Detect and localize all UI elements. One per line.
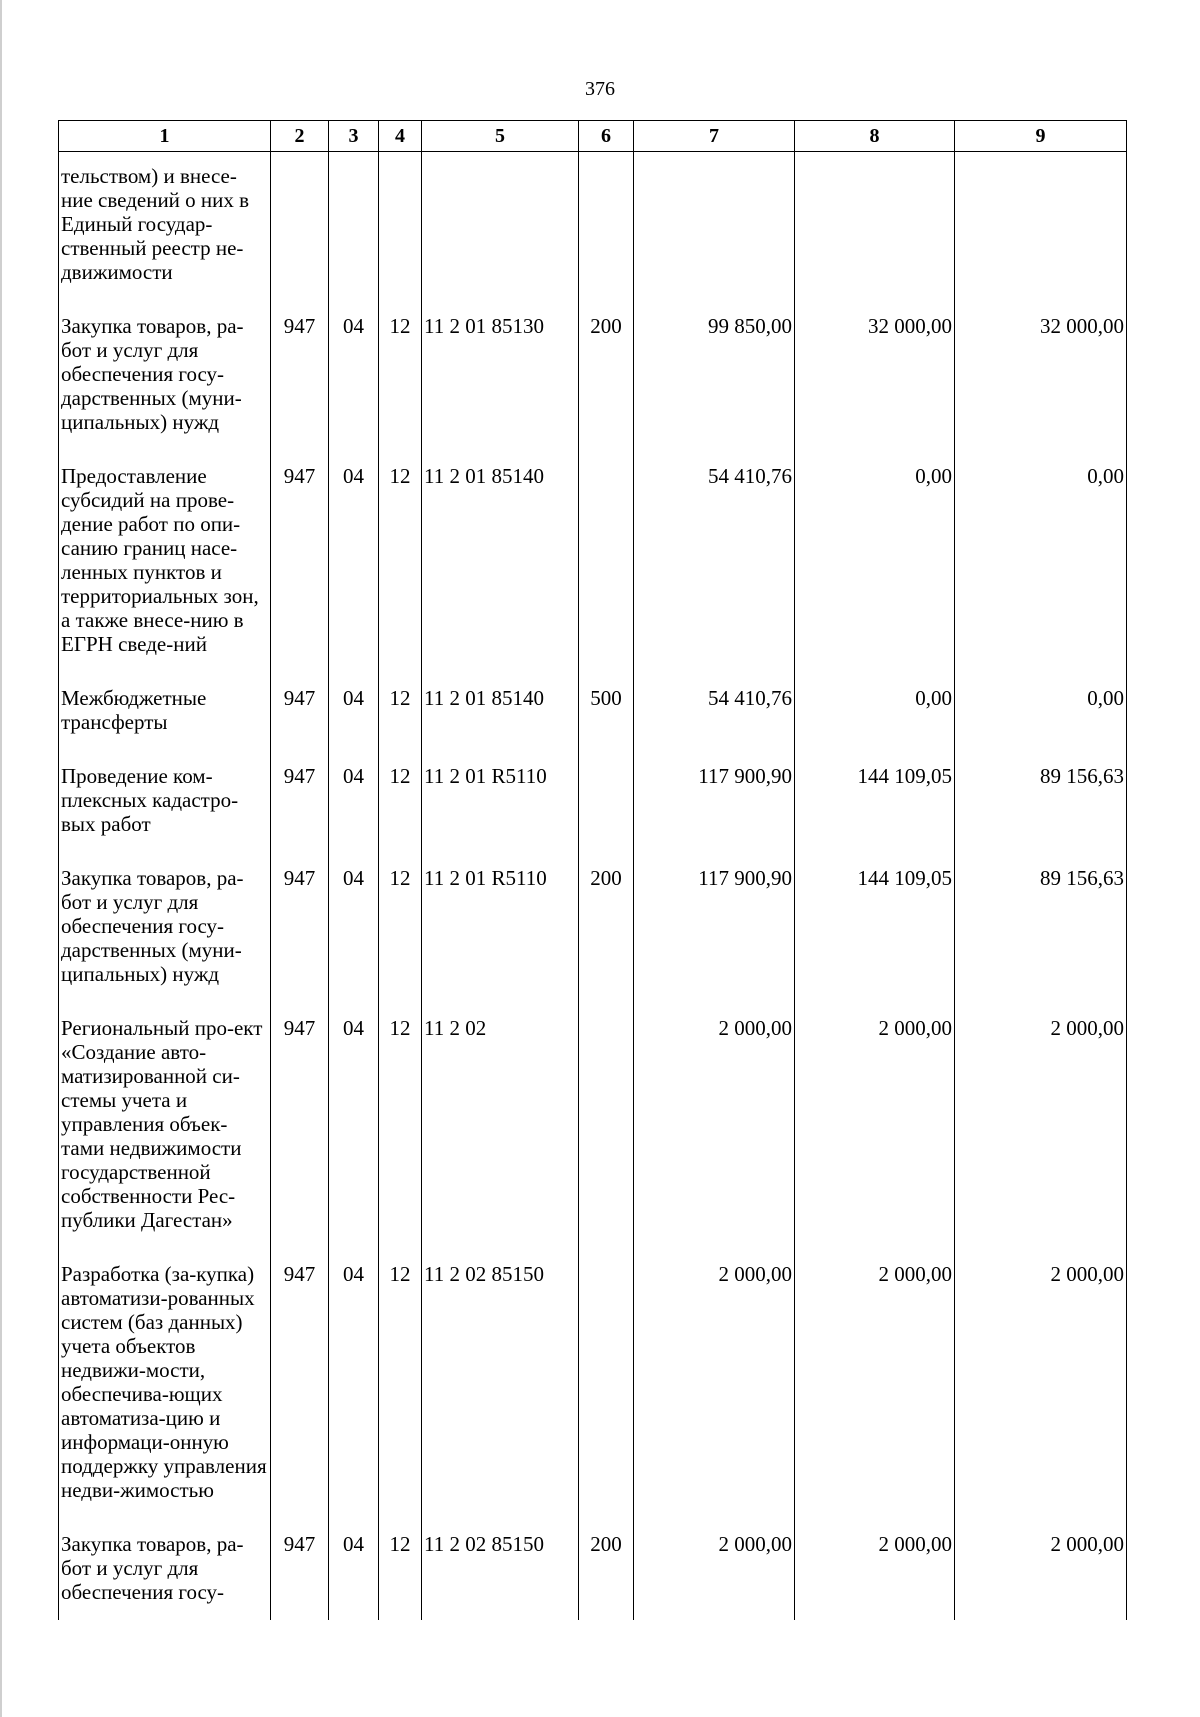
cell-ministry-code: 947: [271, 1002, 329, 1248]
cell-amount-col7: 2 000,00: [634, 1518, 795, 1620]
table-row: [59, 852, 1127, 1002]
cell-amount-col7: 2 000,00: [634, 1248, 795, 1518]
cell-amount-col9: 89 156,63: [955, 852, 1127, 1002]
table-row: [59, 152, 1127, 301]
cell-subsection: 12: [379, 672, 422, 750]
header-cell-3: 3: [329, 121, 379, 152]
cell-description: Региональный про-ект «Создание авто-матизированной си-стемы учета и управления объек-тами недвижимости государственной собственности Рес-публики Дагестан»: [59, 1002, 271, 1248]
cell-target-article: 11 2 01 85130: [422, 300, 579, 450]
cell-description: тельством) и внесе-ние сведений о них в Единый государ-ственный реестр не-движимости: [59, 152, 271, 301]
table-row: [59, 450, 1127, 672]
table-row: [59, 1248, 1127, 1518]
cell-ministry-code: [271, 152, 329, 301]
cell-section: [329, 152, 379, 301]
header-cell-5: 5: [422, 121, 579, 152]
cell-section: 04: [329, 1248, 379, 1518]
cell-section: 04: [329, 672, 379, 750]
cell-target-article: 11 2 02: [422, 1002, 579, 1248]
cell-amount-col9: 0,00: [955, 450, 1127, 672]
header-row: [59, 121, 1127, 152]
cell-amount-col8: 144 109,05: [795, 750, 955, 852]
cell-amount-col8: 0,00: [795, 672, 955, 750]
header-cell-9: 9: [955, 121, 1127, 152]
cell-amount-col8: 2 000,00: [795, 1518, 955, 1620]
cell-target-article: 11 2 01 85140: [422, 672, 579, 750]
cell-expense-type: [579, 1002, 634, 1248]
cell-amount-col8: 2 000,00: [795, 1002, 955, 1248]
cell-amount-col8: 2 000,00: [795, 1248, 955, 1518]
cell-section: 04: [329, 1002, 379, 1248]
page-edge: [0, 0, 2, 1717]
cell-description: Разработка (за-купка) автоматизи-рованных систем (баз данных) учета объектов недвижи-мости, обеспечива-ющих автоматиза-цию и информаци-онную поддержку управления недви-жимостью: [59, 1248, 271, 1518]
cell-section: 04: [329, 450, 379, 672]
cell-subsection: 12: [379, 1248, 422, 1518]
cell-expense-type: [579, 450, 634, 672]
cell-subsection: 12: [379, 750, 422, 852]
cell-target-article: [422, 152, 579, 301]
cell-description: Закупка товаров, ра-бот и услуг для обеспечения госу-дарственных (муни-ципальных) нужд: [59, 300, 271, 450]
header-cell-1: 1: [59, 121, 271, 152]
cell-amount-col7: 117 900,90: [634, 852, 795, 1002]
table-row: [59, 300, 1127, 450]
cell-ministry-code: 947: [271, 450, 329, 672]
cell-amount-col9: 89 156,63: [955, 750, 1127, 852]
cell-description: Межбюджетные трансферты: [59, 672, 271, 750]
table-row: [59, 750, 1127, 852]
cell-section: 04: [329, 1518, 379, 1620]
cell-subsection: 12: [379, 852, 422, 1002]
table-row: [59, 1518, 1127, 1620]
cell-expense-type: 200: [579, 852, 634, 1002]
header-cell-8: 8: [795, 121, 955, 152]
budget-table: [58, 120, 1127, 1620]
cell-subsection: 12: [379, 1002, 422, 1248]
cell-expense-type: [579, 1248, 634, 1518]
cell-amount-col7: 2 000,00: [634, 1002, 795, 1248]
cell-amount-col7: 54 410,76: [634, 672, 795, 750]
cell-description: Закупка товаров, ра-бот и услуг для обеспечения госу-дарственных (муни-ципальных) нужд: [59, 852, 271, 1002]
cell-subsection: 12: [379, 450, 422, 672]
cell-amount-col9: 2 000,00: [955, 1002, 1127, 1248]
header-cell-7: 7: [634, 121, 795, 152]
cell-amount-col9: 32 000,00: [955, 300, 1127, 450]
cell-ministry-code: 947: [271, 672, 329, 750]
cell-target-article: 11 2 02 85150: [422, 1248, 579, 1518]
cell-amount-col7: 54 410,76: [634, 450, 795, 672]
cell-expense-type: 200: [579, 300, 634, 450]
cell-ministry-code: 947: [271, 852, 329, 1002]
cell-subsection: 12: [379, 300, 422, 450]
cell-section: 04: [329, 852, 379, 1002]
cell-ministry-code: 947: [271, 300, 329, 450]
header-cell-6: 6: [579, 121, 634, 152]
cell-amount-col9: 2 000,00: [955, 1518, 1127, 1620]
cell-amount-col8: [795, 152, 955, 301]
cell-amount-col8: 0,00: [795, 450, 955, 672]
cell-amount-col9: 2 000,00: [955, 1248, 1127, 1518]
cell-section: 04: [329, 300, 379, 450]
cell-expense-type: [579, 152, 634, 301]
cell-amount-col7: 117 900,90: [634, 750, 795, 852]
header-cell-4: 4: [379, 121, 422, 152]
page-number: 376: [585, 78, 615, 100]
cell-target-article: 11 2 01 R5110: [422, 750, 579, 852]
cell-target-article: 11 2 01 85140: [422, 450, 579, 672]
cell-subsection: 12: [379, 1518, 422, 1620]
cell-amount-col7: [634, 152, 795, 301]
cell-amount-col9: 0,00: [955, 672, 1127, 750]
cell-expense-type: 500: [579, 672, 634, 750]
table-row: [59, 1002, 1127, 1248]
cell-ministry-code: 947: [271, 1518, 329, 1620]
cell-description: Предоставление субсидий на прове-дение работ по опи-санию границ насе-ленных пунктов и территориальных зон, а также внесе-нию в ЕГРН сведе-ний: [59, 450, 271, 672]
cell-section: 04: [329, 750, 379, 852]
cell-description: Проведение ком-плексных кадастро-вых работ: [59, 750, 271, 852]
cell-amount-col8: 32 000,00: [795, 300, 955, 450]
cell-amount-col8: 144 109,05: [795, 852, 955, 1002]
table-row: [59, 672, 1127, 750]
cell-subsection: [379, 152, 422, 301]
cell-amount-col9: [955, 152, 1127, 301]
cell-target-article: 11 2 01 R5110: [422, 852, 579, 1002]
cell-ministry-code: 947: [271, 750, 329, 852]
cell-expense-type: 200: [579, 1518, 634, 1620]
header-cell-2: 2: [271, 121, 329, 152]
cell-expense-type: [579, 750, 634, 852]
cell-target-article: 11 2 02 85150: [422, 1518, 579, 1620]
cell-description: Закупка товаров, ра-бот и услуг для обеспечения госу-: [59, 1518, 271, 1620]
cell-ministry-code: 947: [271, 1248, 329, 1518]
cell-amount-col7: 99 850,00: [634, 300, 795, 450]
